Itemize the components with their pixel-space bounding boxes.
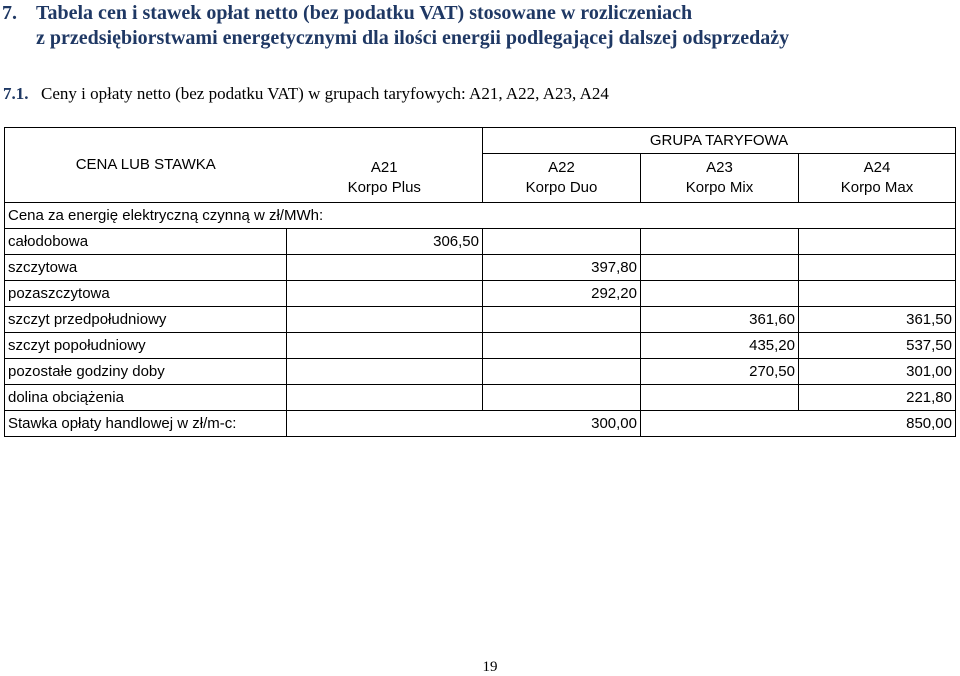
subsection-number: 7.1. bbox=[3, 84, 29, 103]
col-a22-code: A22 bbox=[548, 159, 575, 176]
page-number: 19 bbox=[482, 659, 498, 675]
row-label: dolina obciążenia bbox=[5, 385, 287, 411]
cell-a24: 221,80 bbox=[799, 385, 956, 411]
cell-a24: 361,50 bbox=[799, 307, 956, 333]
cell-a22: 397,80 bbox=[483, 255, 641, 281]
col-a22-name: Korpo Duo bbox=[525, 179, 598, 196]
cell-a23: 435,20 bbox=[641, 333, 799, 359]
section-number: 7. bbox=[2, 2, 17, 24]
energy-section-label: Cena za energię elektryczną czynną w zł/MWh: bbox=[5, 203, 956, 229]
table-row bbox=[5, 255, 956, 281]
section-title-line2: z przedsiębiorstwami energetycznymi dla ilości energii podlegającej dalszej odsprzedaży bbox=[36, 27, 790, 49]
row-label: całodobowa bbox=[5, 229, 287, 255]
header-col-a22 bbox=[483, 154, 641, 203]
table-row bbox=[5, 203, 956, 229]
col-a24-code: A24 bbox=[863, 159, 891, 176]
row-label: Stawka opłaty handlowej w zł/m-c: bbox=[5, 411, 287, 437]
row-label: pozostałe godziny doby bbox=[5, 359, 287, 385]
row-label: szczyt przedpołudniowy bbox=[5, 307, 287, 333]
col-a24-name: Korpo Max bbox=[840, 179, 914, 196]
header-col-a23 bbox=[641, 154, 799, 203]
subsection-title: Ceny i opłaty netto (bez podatku VAT) w grupach taryfowych: A21, A22, A23, A24 bbox=[41, 84, 609, 103]
table-row bbox=[5, 385, 956, 411]
header-price-or-rate: CENA LUB STAWKA bbox=[5, 128, 287, 203]
cell-a23-a24: 850,00 bbox=[641, 411, 956, 437]
cell-a23: 361,60 bbox=[641, 307, 799, 333]
cell-a24: 301,00 bbox=[799, 359, 956, 385]
row-label: pozaszczytowa bbox=[5, 281, 287, 307]
col-a21-name: Korpo Plus bbox=[347, 178, 421, 196]
table-row bbox=[5, 307, 956, 333]
table-row bbox=[5, 281, 956, 307]
header-col-a24 bbox=[799, 154, 956, 203]
tariff-table bbox=[4, 127, 956, 437]
col-a23-code: A23 bbox=[706, 159, 733, 176]
table-row bbox=[5, 229, 956, 255]
cell-a21-a22: 300,00 bbox=[287, 411, 641, 437]
table-row bbox=[5, 333, 956, 359]
table-row bbox=[5, 359, 956, 385]
cell-a21: 306,50 bbox=[287, 229, 483, 255]
cell-a23: 270,50 bbox=[641, 359, 799, 385]
table-row bbox=[5, 411, 956, 437]
row-label: szczytowa bbox=[5, 255, 287, 281]
cell-a24: 537,50 bbox=[799, 333, 956, 359]
header-col-a21 bbox=[287, 154, 483, 203]
cell-a22: 292,20 bbox=[483, 281, 641, 307]
subsection-heading bbox=[3, 84, 609, 104]
col-a21-code: A21 bbox=[370, 158, 398, 176]
col-a23-name: Korpo Mix bbox=[685, 179, 754, 196]
row-label: szczyt popołudniowy bbox=[5, 333, 287, 359]
section-title-line1: Tabela cen i stawek opłat netto (bez podatku VAT) stosowane w rozliczeniach bbox=[36, 2, 693, 24]
table-header-row bbox=[5, 128, 956, 154]
header-tariff-group: GRUPA TARYFOWA bbox=[483, 128, 956, 154]
